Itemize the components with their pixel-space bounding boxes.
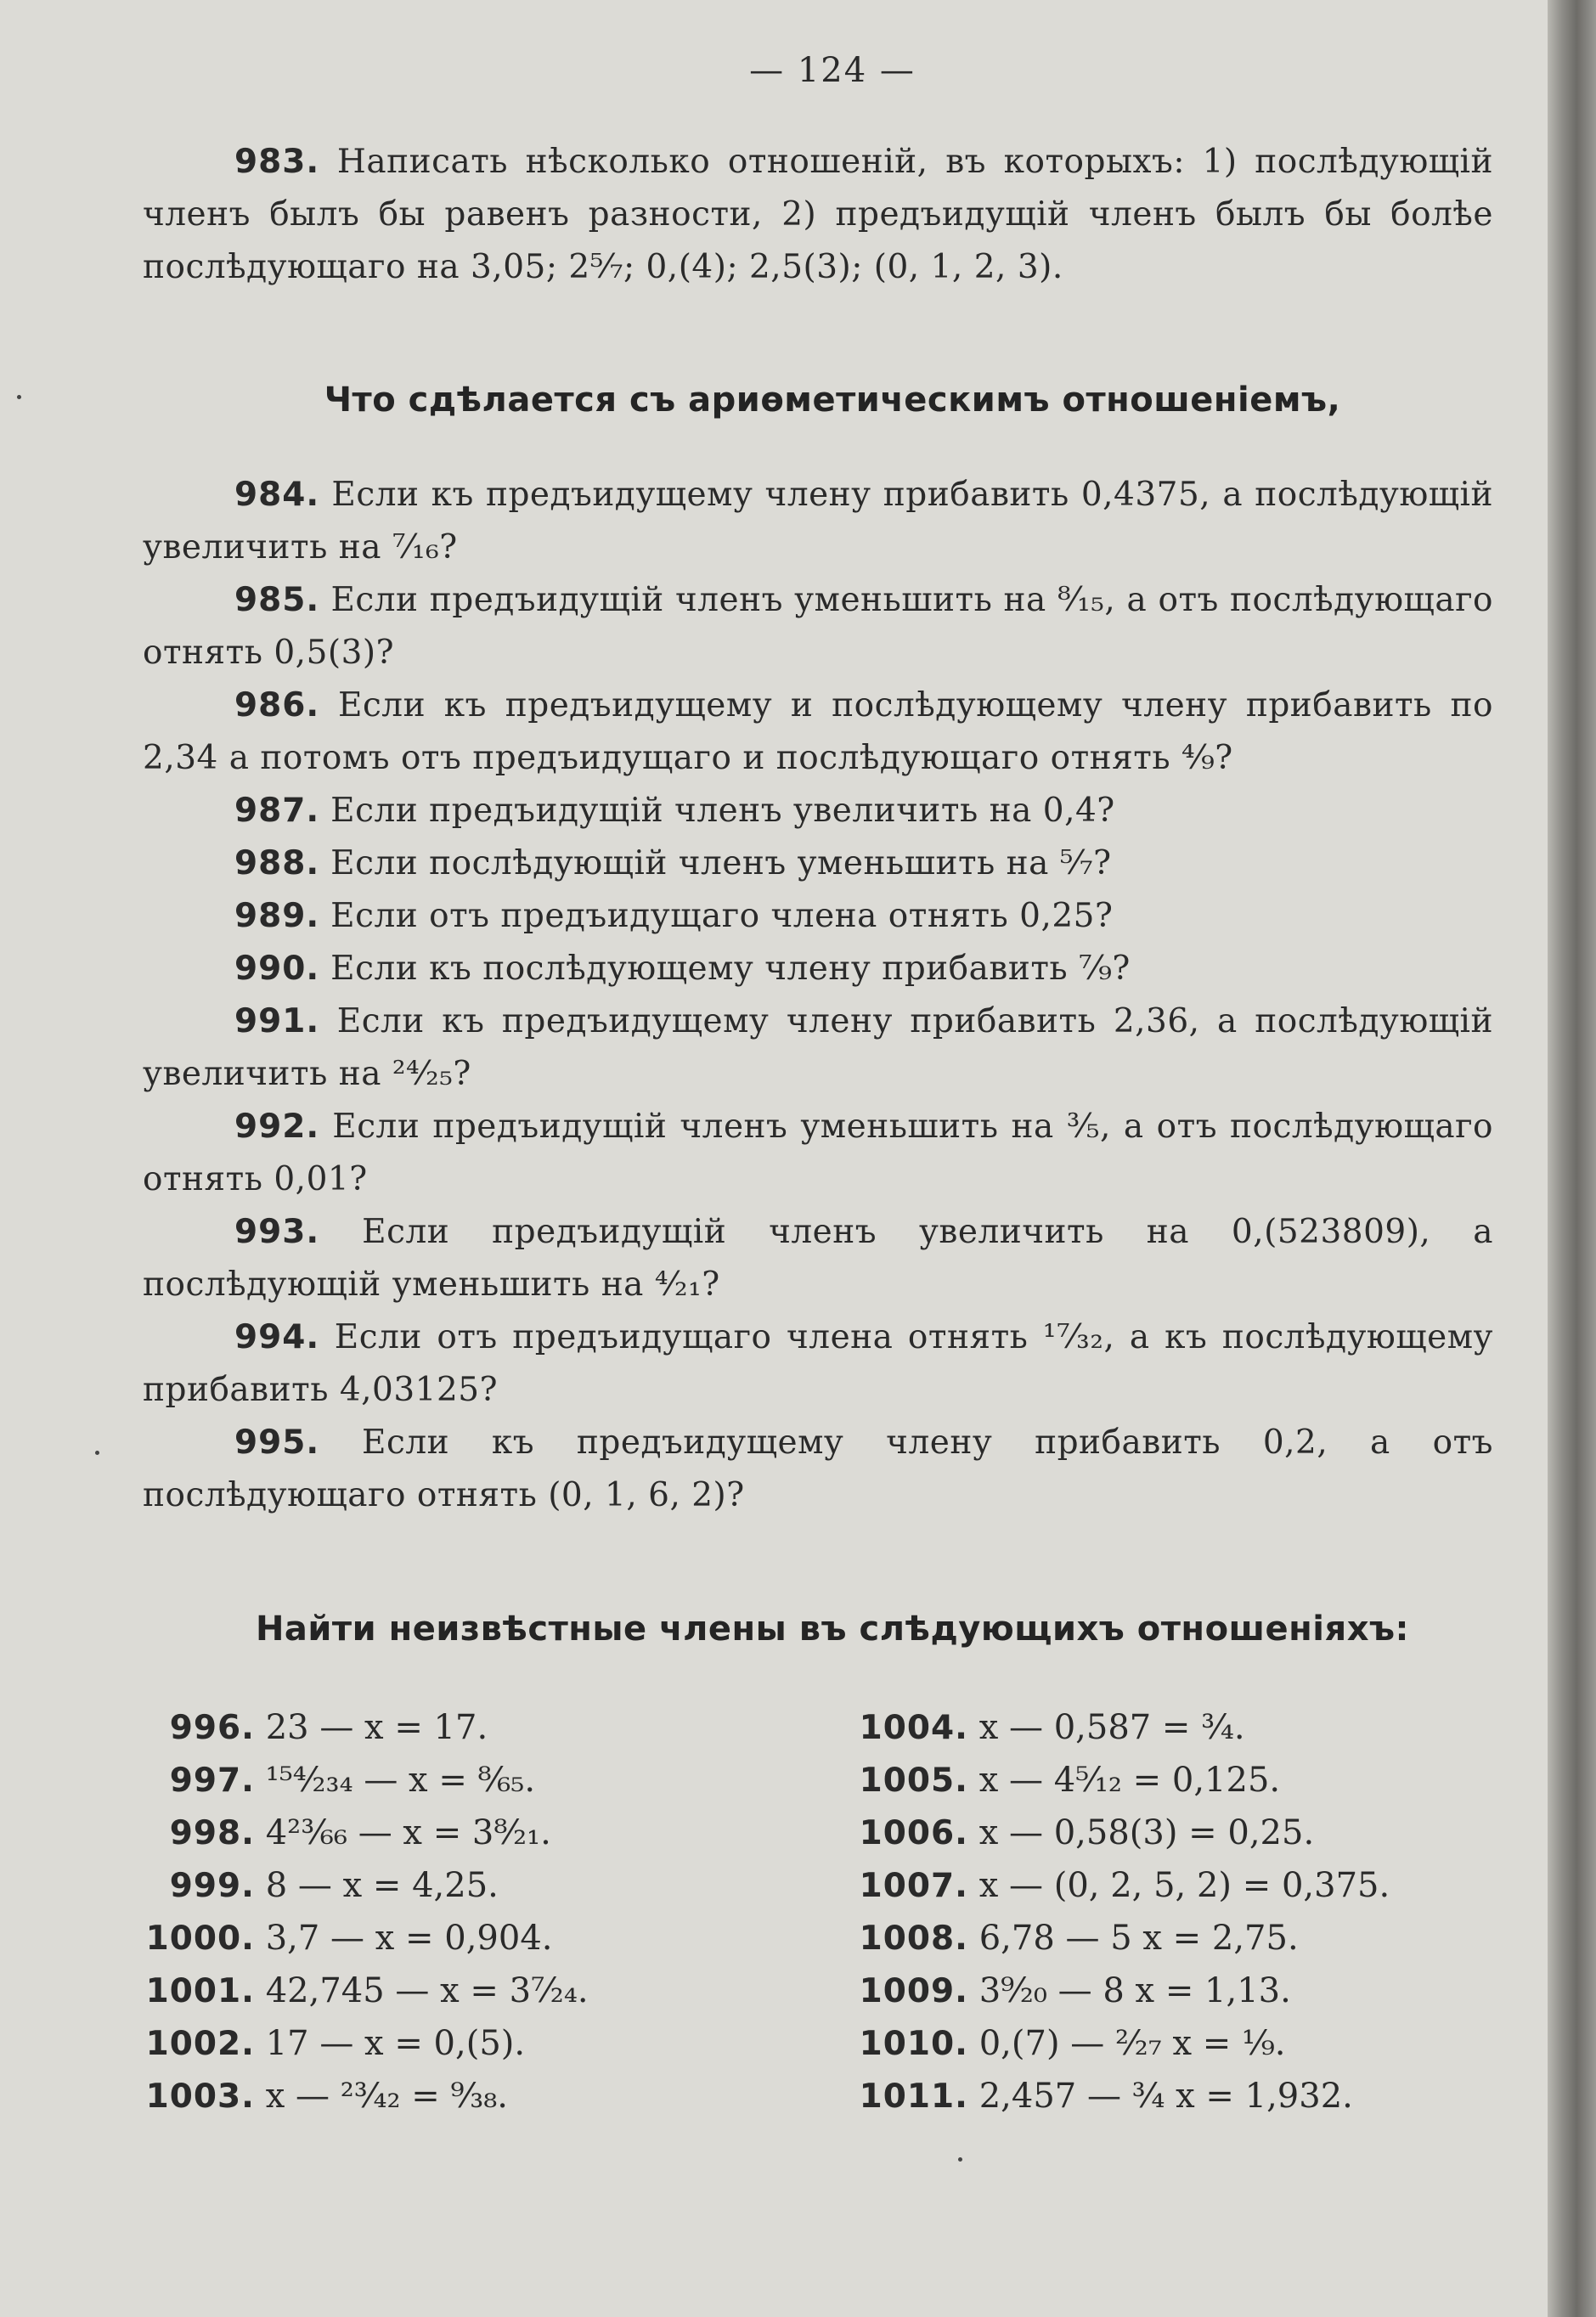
- equation-number: 996.: [169, 1709, 255, 1747]
- equation-number: 1009.: [859, 1972, 968, 2010]
- problem-number: 991.: [234, 1002, 320, 1040]
- equation-number: 1004.: [859, 1709, 968, 1747]
- equation-text: 6,78 — 5 x = 2,75.: [978, 1919, 1299, 1958]
- problem-text: Если предъидущій членъ уменьшить на ³⁄₅, а отъ послѣдующаго отнять 0,01?: [143, 1108, 1493, 1198]
- equation-number: 997.: [169, 1762, 255, 1800]
- page-edge-shadow: [1548, 0, 1596, 2317]
- equation-1000: [136, 1912, 781, 1965]
- equation-text: 17 — x = 0,(5).: [265, 2024, 526, 2063]
- problem-995: [143, 1417, 1493, 1522]
- equation-996: [136, 1701, 781, 1754]
- equation-number: 1008.: [859, 1920, 968, 1958]
- equation-999: [136, 1859, 781, 1912]
- equation-1003: [136, 2070, 781, 2123]
- equation-text: 23 — x = 17.: [265, 1708, 488, 1747]
- equation-1007: [849, 1859, 1495, 1912]
- problem-text: Написать нѣсколько отношеній, въ которыхъ: 1) послѣдующій членъ былъ бы равенъ разности, 2) предъидущій членъ былъ бы болѣе послѣдующаго на 3,05; 2⁵⁄₇; 0,(4); 2,5(3); (0, 1, 2, 3).: [143, 143, 1493, 286]
- problem-number: 990.: [234, 950, 320, 988]
- equation-1009: [849, 1965, 1495, 2017]
- problem-989: [143, 890, 1493, 943]
- problem-number: 995.: [234, 1423, 320, 1462]
- problem-text: Если къ послѣдующему члену прибавить ⁷⁄₉?: [330, 950, 1131, 988]
- equation-text: 3,7 — x = 0,904.: [265, 1919, 553, 1958]
- equations-right-column: [849, 1701, 1495, 2123]
- problem-991: [143, 995, 1493, 1101]
- equation-997: [136, 1754, 781, 1807]
- problem-list: [143, 469, 1493, 1522]
- equation-1010: [849, 2017, 1495, 2070]
- problem-text: Если предъидущій членъ увеличить на 0,4?: [330, 792, 1115, 830]
- problem-990: [143, 943, 1493, 995]
- problem-988: [143, 837, 1493, 890]
- problem-text: Если къ предъидущему и послѣдующему члену прибавить по 2,34 а потомъ отъ предъидущаго и послѣдующаго отнять ⁴⁄₉?: [143, 686, 1493, 777]
- problem-984: [143, 469, 1493, 574]
- scan-speck: [95, 1451, 99, 1455]
- problem-number: 983.: [234, 143, 320, 181]
- problem-986: [143, 679, 1493, 785]
- equation-number: 1001.: [145, 1972, 255, 2010]
- scan-speck: [958, 2157, 962, 2162]
- equation-998: [136, 1807, 781, 1859]
- problem-number: 985.: [234, 581, 320, 619]
- problem-text: Если отъ предъидущаго члена отнять ¹⁷⁄₃₂, а къ послѣдующему прибавить 4,03125?: [143, 1318, 1493, 1409]
- problem-text: Если къ предъидущему члену прибавить 2,36, а послѣдующій увеличить на ²⁴⁄₂₅?: [143, 1002, 1493, 1093]
- equation-text: 0,(7) — ²⁄₂₇ x = ¹⁄₉.: [978, 2024, 1286, 2063]
- problem-text: Если послѣдующій членъ уменьшить на ⁵⁄₇?: [330, 844, 1112, 882]
- problem-text: Если предъидущій членъ увеличить на 0,(523809), а послѣдующій уменьшить на ⁴⁄₂₁?: [143, 1213, 1493, 1304]
- equation-number: 1003.: [145, 2077, 255, 2116]
- problem-994: [143, 1311, 1493, 1417]
- problem-number: 994.: [234, 1318, 320, 1356]
- problem-number: 984.: [234, 476, 320, 514]
- problem-text: Если къ предъидущему члену прибавить 0,4375, а послѣдующій увеличить на ⁷⁄₁₆?: [143, 476, 1493, 567]
- equation-number: 1007.: [859, 1867, 968, 1905]
- equation-text: x — 0,587 = ³⁄₄.: [978, 1708, 1245, 1747]
- equation-text: x — ²³⁄₄₂ = ⁹⁄₃₈.: [265, 2077, 508, 2116]
- equation-number: 1005.: [859, 1762, 968, 1800]
- equation-number: 1006.: [859, 1814, 968, 1852]
- equation-text: 2,457 — ³⁄₄ x = 1,932.: [978, 2077, 1353, 2116]
- equation-text: 4²³⁄₆₆ — x = 3⁸⁄₂₁.: [265, 1813, 551, 1852]
- equation-text: x — 4⁵⁄₁₂ = 0,125.: [978, 1761, 1281, 1800]
- equation-1006: [849, 1807, 1495, 1859]
- section-heading-find-unknowns: Найти неизвѣстные члены въ слѣдующихъ отношеніяхъ:: [255, 1609, 1410, 1649]
- equation-number: 998.: [169, 1814, 255, 1852]
- equation-1005: [849, 1754, 1495, 1807]
- problem-number: 989.: [234, 897, 320, 935]
- problem-text: Если къ предъидущему члену прибавить 0,2, а отъ послѣдующаго отнять (0, 1, 6, 2)?: [143, 1423, 1493, 1514]
- problem-number: 988.: [234, 844, 320, 882]
- equation-text: ¹⁵⁴⁄₂₃₄ — x = ⁸⁄₆₅.: [265, 1761, 536, 1800]
- equation-number: 999.: [169, 1867, 255, 1905]
- problem-985: [143, 574, 1493, 679]
- problem-983: [143, 136, 1493, 294]
- problem-993: [143, 1206, 1493, 1311]
- equation-number: 1002.: [145, 2025, 255, 2063]
- problem-987: [143, 785, 1493, 837]
- page-number: — 124 —: [749, 51, 916, 90]
- equation-1002: [136, 2017, 781, 2070]
- equation-1011: [849, 2070, 1495, 2123]
- problem-number: 986.: [234, 686, 320, 724]
- equation-number: 1011.: [859, 2077, 968, 2116]
- equation-text: 8 — x = 4,25.: [265, 1866, 499, 1905]
- equation-text: 42,745 — x = 3⁷⁄₂₄.: [265, 1971, 589, 2010]
- section-heading-ratio-change: Что сдѣлается съ ариѳметическимъ отношеніемъ,: [324, 381, 1341, 420]
- equation-number: 1010.: [859, 2025, 968, 2063]
- equation-text: x — (0, 2, 5, 2) = 0,375.: [978, 1866, 1390, 1905]
- problem-text: Если отъ предъидущаго члена отнять 0,25?: [330, 897, 1114, 935]
- equation-text: 3⁹⁄₂₀ — 8 x = 1,13.: [978, 1971, 1291, 2010]
- equation-1008: [849, 1912, 1495, 1965]
- problem-text: Если предъидущій членъ уменьшить на ⁸⁄₁₅, а отъ послѣдующаго отнять 0,5(3)?: [143, 581, 1493, 672]
- scan-speck: [17, 395, 21, 399]
- equations-left-column: [136, 1701, 781, 2123]
- problem-number: 993.: [234, 1213, 320, 1251]
- problem-983-paragraph: [143, 136, 1493, 294]
- problem-number: 987.: [234, 792, 320, 830]
- equation-1001: [136, 1965, 781, 2017]
- problem-number: 992.: [234, 1108, 320, 1146]
- equation-1004: [849, 1701, 1495, 1754]
- equation-number: 1000.: [145, 1920, 255, 1958]
- problem-992: [143, 1101, 1493, 1206]
- equation-text: x — 0,58(3) = 0,25.: [978, 1813, 1315, 1852]
